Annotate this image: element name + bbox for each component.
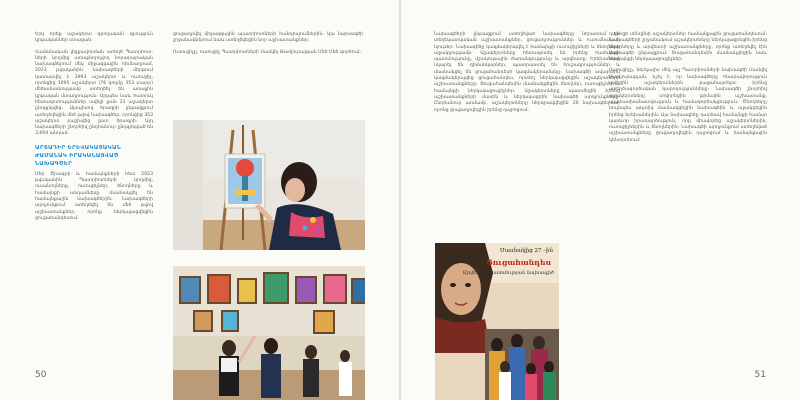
- exhibition-poster: [435, 243, 559, 400]
- right-column-2: [609, 32, 767, 149]
- right-col1-paragraph-1: Նախագծերի ընթացքում ստեղծված նախագծերը ներառում են տեղեկատվական աշխատանքներ, ցուցադրություններ և ուսումնական նյութեր։ Նախագիծը կազմակերպվել է համայնքի ուսուցիչների և ծնողների աջակցությամբ։ Աշակերտները հետազոտել են իրենց համայնքի պատմությունը, մշակութային ժառանգությունը և արվեստը։ Երեխաները նկարել են դիմանկարներ, պատրաստել են հուշագրություններ և մասնակցել են ցուցահանդեսի կազմակերպմանը։ Նախագծի ավարտին կազմակերպվեց ցուցահանդես, որտեղ ներկայացվեցին աշակերտների աշխատանքները։ Ցուցահանդեսին մասնակցեցին ծնողներ, ուսուցիչներ և համայնքի ներկայացուցիչներ։ Աշակերտները պատմեցին իրենց աշխատանքների մասին և ներկայացրին նախագծի արդյունքները։ Ընդհանուր առմամբ, աշակերտները ներգրավվեցին 20 նախագծերում, որոնց ցուցադրվեցին իրենց դպրոցում։: [434, 32, 620, 113]
- page-number-right: 51: [754, 370, 766, 380]
- left-column-1: [35, 32, 153, 227]
- left-col2-paragraph-2: Ուսուցիչը, ուսուցիչ Պատրիոտների Սամվել Թամլուրաթյան Մեծ Մեծ գործում։: [173, 49, 361, 55]
- left-page: [0, 0, 399, 400]
- poster-date: Մասնակից 27 –ին: [499, 248, 553, 254]
- section-heading: ԱՐՏԱԴԻՐ ԵՐԵՎԱԿԱՅԱԿԱՆ ԺԱՄԱՆԱԿ ԻՐԱԿԱՆԱՑՎԱԾ ՆԱԽԱԳԾԵՐ: [35, 144, 122, 167]
- left-col1-paragraph-2: Համանական լիցքավորման ստեղծ Պատրիոտների կողմից առաջնորդվող նորարարական նախագծերում մեկ միջազգային հիմնադրամ, 2023 թվականին նախագծերի մերթում կատարվել է 3993 աշակերտ և ուսուցիչ, որոնցից 1095 աշակերտ (76 կողմը 353 տարր) մեծամասնությամբ ստեղծել են առաջին կրթական մտադրություն։ Այդպես նաև հատուկ հետազոտություններ ավելի քան 21 աշակերտ ընդգրկվեց։ Այսպիսով ծրագրի ընթացքում ստեղծվեցին մեծ թվով նախագծեր, որոնցից 353 աշակերտ բաշխվեց ըստ ծրագրի։ Այդ նախագծերի շնորհիվ ընդհանուր ընդգրկված են 3,694 անդամ։: [35, 49, 153, 137]
- poster-subtitle: Արվեստի պատմության նախագիծ: [462, 270, 554, 276]
- right-col2-paragraph-2: Ուսուցիչը, ներկայիս մեկ այլ Պատրիոտների նախագծի Սամվել Թամլուրաթյան, նշել է, որ նախագծերը հնարավորություն տվեցին աշակերտներին բացահայտելու իրենց ստեղծագործական կարողությունները։ Նախագծի շնորհիվ աշակերտները սովորեցին թիմային աշխատանք, պատասխանատվություն և համագործակցություն։ Ծնողները նույնպես ակտիվ մասնակցեցին նախագծին և աջակցեցին իրենց երեխաներին։ Այս նախագիծը դարձավ համայնքի համար կարևոր իրադարձություն, որը միավորեց աշակերտներին, ուսուցիչներին և ծնողներին։ Նախագծի արդյունքում ստեղծված աշխատանքները ցուցադրվեցին դպրոցում և համայնքային կենտրոնում։: [609, 68, 767, 143]
- photo-child-painting: [173, 120, 365, 250]
- left-col2-paragraph-1: ցուցադրվել միջազգային պատրիոտների հանդիպումներին։ Այս նախագծի շրջանակներում նաև ստեղծվեցին նոր աշխատանքներ։: [173, 32, 363, 44]
- left-col1-paragraph-3: Մեր Ծրագրի և համայնքների հետ 2023 թվականին Պատրիոտների կողմից, ուսանողները, ուսուցիչներ, ծնողները և համայնքի անդամները մասնակցել են համայնքային նախագծերին։ Նախագծերի արդյունքում ստեղծվել են մեծ թվով աշխատանքներ, որոնք ներկայացվեցին ցուցահանդեսում։: [35, 171, 153, 221]
- left-col1-paragraph-1: Երկ երեք աշակերտ գրողական գրություն կրթականներ ստացան։: [35, 32, 153, 44]
- right-col2-paragraph-1: դպրոցի սենդինի աշակերտներ համայնքային ցուցահանդեսում։ Նախագծերի շրջանակում աշակերտները ներկայացրեցին իրենց նկարները և արվեստի աշխատանքները, որոնք ստեղծվել էին նախագծի ընթացքում։ Ցուցահանդեսին մասնակցեցին նաև համայնքի ներկայացուցիչներ։: [609, 32, 767, 63]
- photo-gallery-children: [173, 266, 365, 400]
- left-column-2: [173, 32, 363, 61]
- poster-title: Ցուցահանդես: [486, 258, 551, 267]
- poster-text: [435, 243, 559, 400]
- right-column-1: [434, 32, 620, 119]
- right-page: [401, 0, 800, 400]
- page-number-left: 50: [35, 370, 47, 380]
